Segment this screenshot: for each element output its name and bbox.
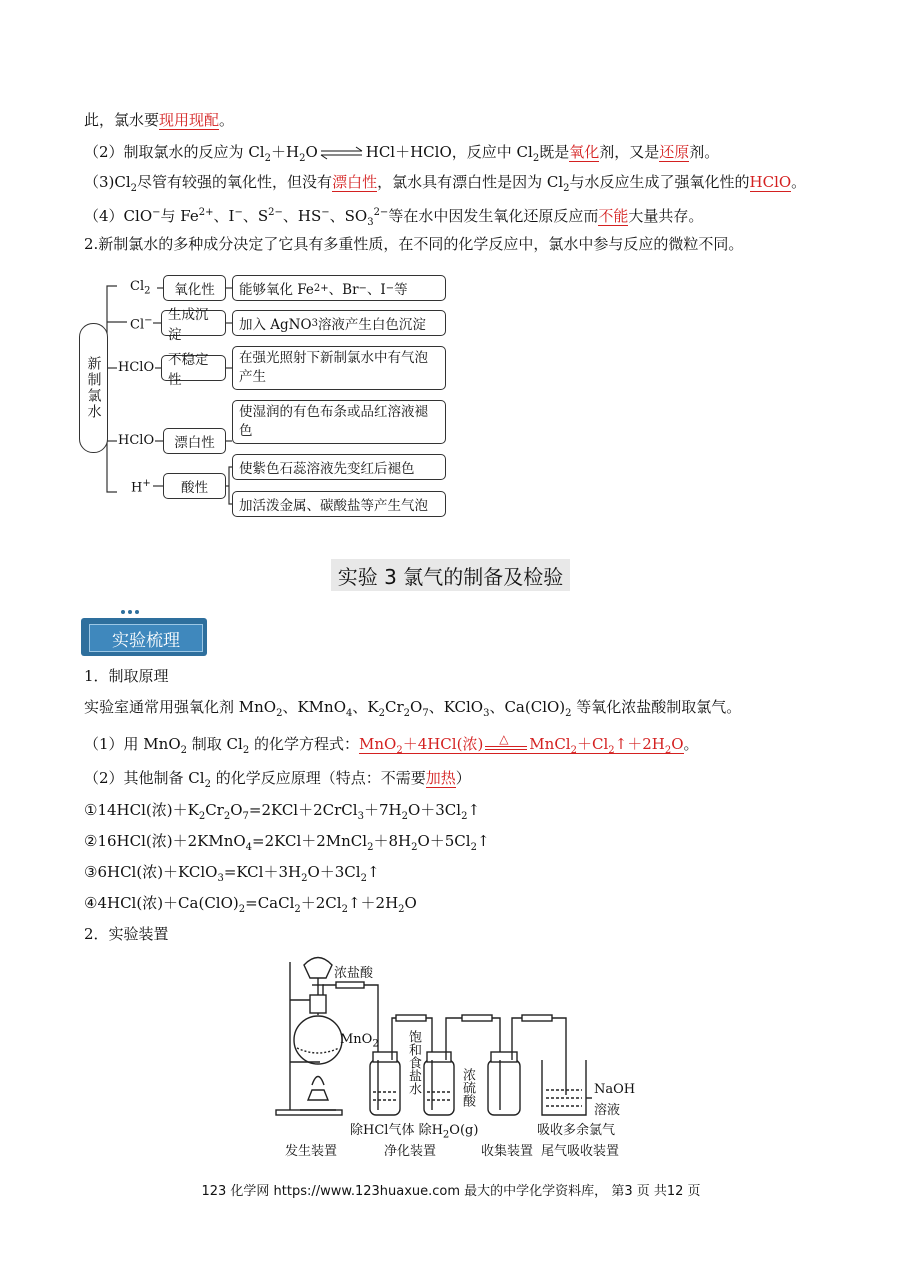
text: 尽管有较强的氧化性，但没有 (137, 173, 333, 191)
other-methods: （2）其他制备 $Cl_2$ 的化学反应原理（特点：不需要加热） (84, 769, 471, 790)
desc-silver-nitrate: 加入 AgNO 3 溶液产生白色沉淀 (232, 310, 446, 336)
desc-oxidize: 能够氧化 Fe 2+ 、Br − 、I − 等 (232, 275, 446, 301)
text: 既是 (539, 143, 570, 161)
superscript: − (234, 207, 243, 218)
superscript: 2− (268, 207, 283, 218)
text: HCl＋HClO，反应中 Cl (365, 143, 533, 161)
caption-tail-gas: 尾气吸收装置 (541, 1144, 620, 1159)
property-label: 酸性 (181, 480, 208, 496)
page-footer: 123 化学网 https://www.123huaxue.com 最大的中学化学资料库， 第3 页 共12 页 (201, 1184, 701, 1199)
label-h2so4: 浓硫酸 (460, 1068, 475, 1107)
heading-principle: 1．制取原理 (84, 667, 169, 685)
answer: HClO (749, 173, 792, 191)
species-cl2: $Cl_2$ (130, 279, 151, 297)
reaction-2: ②16HCl(浓)$+2KMnO_4=2KCl+2MnCl_2+8H_2O+5Cl_2↑$ (84, 832, 490, 853)
reaction-1: ①14HCl(浓)$+K_2Cr_2O_7=2KCl+2CrCl_3+7H_2O+3Cl_2↑$ (84, 801, 481, 822)
caption-collection: 收集装置 (481, 1144, 534, 1159)
text: 。 (219, 111, 235, 129)
text: 、I (213, 207, 235, 225)
subscript: 2 (299, 153, 306, 164)
text: 、HS (282, 207, 322, 225)
text: （3)Cl (84, 173, 131, 191)
species-hclo-2: HClO (118, 433, 155, 448)
answer: 漂白性 (332, 173, 378, 191)
text: ＋H (270, 143, 300, 161)
text: ，氯水具有漂白性是因为 Cl (377, 173, 564, 191)
text: 剂。 (689, 143, 720, 161)
superscript: − (152, 207, 161, 218)
label-mno2: MnO$_2$ (340, 1032, 379, 1050)
label-naoh-solution: 溶液 (594, 1103, 621, 1118)
subscript: 2 (563, 183, 570, 194)
text-line-5: 2.新制氯水的多种成分决定了它具有多重性质，在不同的化学反应中，氯水中参与反应的微粒不同。 (84, 235, 744, 253)
superscript: 2+ (198, 207, 214, 218)
answer: 加热 (425, 769, 456, 787)
text: （2）制取氯水的反应为 Cl (84, 143, 265, 161)
text: 等在水中因发生氧化还原反应而 (388, 207, 599, 225)
caption-generation: 发生装置 (285, 1144, 338, 1159)
answer: 不能 (598, 207, 629, 225)
property-label: 氧化性 (174, 282, 215, 298)
text: 、S (242, 207, 269, 225)
text: O (305, 143, 318, 161)
property-label: 生成沉淀 (168, 307, 209, 343)
subscript: 2 (264, 153, 271, 164)
desc-label: 使紫色石蕊溶液先变红后褪色 (239, 461, 415, 477)
subscript: 2 (532, 153, 540, 164)
text: （4）ClO (84, 207, 153, 225)
answer: 氧化 (569, 143, 600, 161)
subscript: 3 (367, 217, 374, 228)
section-title: 实验 3 氯气的制备及检验 (331, 559, 570, 591)
reaction-4: ④4HCl(浓)$+Ca(ClO)_2=CaCl_2+2Cl_2↑+2H_2O$ (84, 894, 417, 915)
desc-label: 在强光照射下新制氯水中有气泡产生 (239, 350, 428, 385)
species-cl-minus: Cl− (130, 315, 153, 333)
superscript: 2− (373, 207, 389, 218)
answer-equation: MnO$_2$＋4HCl(浓) △ $MnCl_2+Cl_2↑+2H_2O$ (359, 735, 684, 754)
superscript: − (321, 207, 330, 218)
subscript: 2 (130, 183, 138, 194)
property-label: 不稳定性 (168, 352, 209, 388)
caption-purify: 除HCl气体 除$H_2O(g)$ (350, 1123, 479, 1141)
desc-label: 加活泼金属、碳酸盐等产生气泡 (239, 498, 428, 514)
label-naoh: NaOH (594, 1082, 636, 1097)
answer: 现用现配 (159, 111, 220, 129)
text: 。 (791, 173, 807, 191)
text: 与水反应生成了强氧化性的 (569, 173, 750, 191)
caption-purification: 净化装置 (384, 1144, 437, 1159)
heading-apparatus: 2．实验装置 (84, 925, 169, 943)
heat-icon: △ (499, 732, 509, 746)
mno2-equation: （1）用 MnO$_2$ 制取 $Cl_2$ 的化学方程式：MnO$_2$＋4HCl(浓) △ $MnCl_2+Cl_2↑+2H_2O$。 (84, 734, 699, 761)
principle-text: 实验室通常用强氧化剂 MnO$_2$、KMnO$_4$、$K_2Cr_2O_7$、KClO$_3$、$Ca(ClO)_2$ 等氧化浓盐酸制取氯气。 (84, 698, 742, 719)
label-conc-hcl: 浓盐酸 (334, 966, 374, 981)
text: 此，氯水要 (84, 111, 160, 129)
caption-absorb: 吸收多余氯气 (537, 1123, 616, 1138)
text: 大量共存。 (628, 207, 704, 225)
badge-label: 实验梳理 (89, 624, 203, 652)
species-hclo-1: HClO (118, 360, 155, 375)
species-h-plus: H+ (131, 478, 151, 496)
text: 与 Fe (160, 207, 199, 225)
center-label: 新制氯水 (85, 356, 102, 420)
text: 、SO (329, 207, 368, 225)
label-brine: 饱和食盐水 (406, 1030, 421, 1095)
desc-label: 使湿润的有色布条或品红溶液褪色 (239, 404, 428, 439)
property-label: 漂白性 (174, 435, 215, 451)
text: 剂，又是 (599, 143, 660, 161)
reaction-3: ③6HCl(浓)$+KClO_3=KCl+3H_2O+3Cl_2↑$ (84, 863, 380, 884)
answer: 还原 (659, 143, 690, 161)
